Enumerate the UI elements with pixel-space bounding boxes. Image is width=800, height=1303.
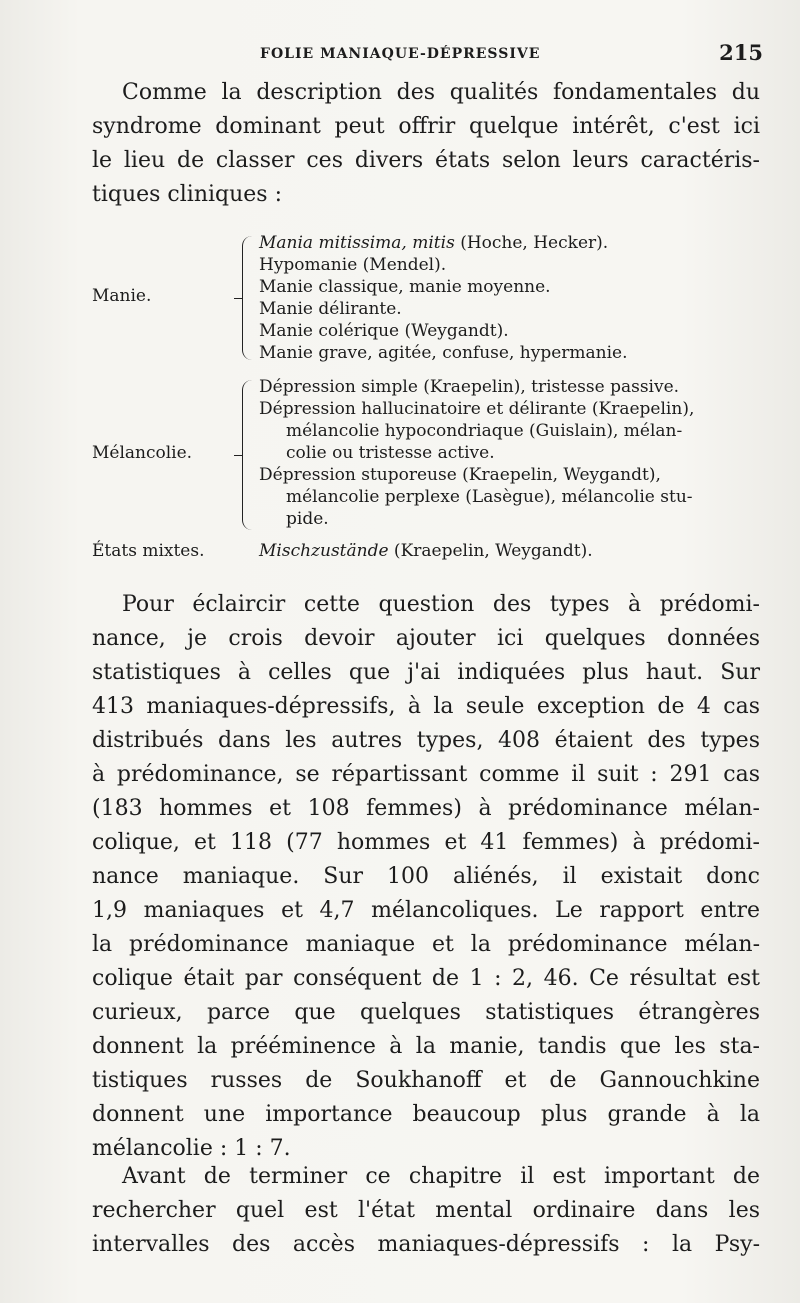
text-line: distribués dans les autres types, 408 étaient des types [92,728,760,753]
brace [242,380,255,530]
text-line: le lieu de classer ces divers états selon leurs caractéris- [92,148,760,173]
list-item: mélancolie hypocondriaque (Guislain), mélan- [286,421,683,441]
list-item: Manie classique, manie moyenne. [259,277,551,297]
item-text: (Kraepelin, Weygandt). [388,541,593,561]
text-line: donnent la prééminence à la manie, tandis que les sta- [92,1034,760,1059]
melancolie-items [259,376,757,530]
manie-label: Manie. [92,286,152,306]
text-line: nance, je crois devoir ajouter ici quelques données [92,626,760,651]
paragraph-statistics [92,588,760,1166]
list-item: mélancolie perplexe (Lasègue), mélancolie stu- [286,487,693,507]
list-item [259,540,757,562]
item-text: (Hoche, Hecker). [454,233,609,253]
manie-group [92,232,757,364]
list-item: Dépression hallucinatoire et délirante (Kraepelin), [259,399,695,419]
list-item: pide. [286,509,329,529]
list-item: Dépression stuporeuse (Kraepelin, Weygandt), [259,465,661,485]
text-line: la prédominance maniaque et la prédominance mélan- [92,932,760,957]
brace [242,236,255,360]
text-line: Avant de terminer ce chapitre il est important de [122,1164,760,1189]
text-line: tiques cliniques : [92,182,282,207]
list-item: Manie colérique (Weygandt). [259,321,509,341]
paragraph-conclusion [92,1160,760,1262]
text-line: mélancolie : 1 : 7. [92,1136,291,1161]
text-line: nance maniaque. Sur 100 aliénés, il existait donc [92,864,760,889]
melancolie-label: Mélancolie. [92,443,193,463]
etats-mixtes-label: États mixtes. [92,541,205,561]
manie-items [259,232,757,364]
text-line: colique, et 118 (77 hommes et 41 femmes) à prédomi- [92,830,760,855]
text-line: syndrome dominant peut offrir quelque intérêt, c'est ici [92,114,760,139]
item-italic: Mischzustände [259,541,389,561]
list-item: Manie délirante. [259,299,402,319]
text-line: 413 maniaques-dépressifs, à la seule exception de 4 cas [92,694,760,719]
list-item: Dépression simple (Kraepelin), tristesse passive. [259,377,680,397]
text-line: colique était par conséquent de 1 : 2, 46. Ce résultat est [92,966,760,991]
item-italic: Mania mitissima, mitis [259,233,455,253]
list-item: Manie grave, agitée, confuse, hypermanie. [259,343,628,363]
melancolie-group [92,376,757,532]
list-item [259,232,757,254]
running-title: FOLIE MANIAQUE-DÉPRESSIVE [260,46,541,62]
list-item: colie ou tristesse active. [286,443,495,463]
etats-mixtes-items [259,540,757,562]
text-line: statistiques à celles que j'ai indiquées plus haut. Sur [92,660,760,685]
text-line: rechercher quel est l'état mental ordinaire dans les [92,1198,760,1223]
text-line: 1,9 maniaques et 4,7 mélancoliques. Le rapport entre [92,898,760,923]
text-line: (183 hommes et 108 femmes) à prédominance mélan- [92,796,760,821]
text-line: Pour éclaircir cette question des types à prédomi- [122,592,760,617]
text-line: intervalles des accès maniaques-dépressifs : la Psy- [92,1232,760,1257]
paragraph-intro [92,76,760,212]
text-line: à prédominance, se répartissant comme il suit : 291 cas [92,762,760,787]
list-item: Hypomanie (Mendel). [259,255,447,275]
text-line: Comme la description des qualités fondamentales du [122,80,760,105]
text-line: tistiques russes de Soukhanoff et de Gannouchkine [92,1068,760,1093]
page-number: 215 [719,40,763,65]
text-line: donnent une importance beaucoup plus grande à la [92,1102,760,1127]
page-header [95,40,763,72]
text-line: curieux, parce que quelques statistiques étrangères [92,1000,760,1025]
etats-mixtes-group [92,540,757,564]
